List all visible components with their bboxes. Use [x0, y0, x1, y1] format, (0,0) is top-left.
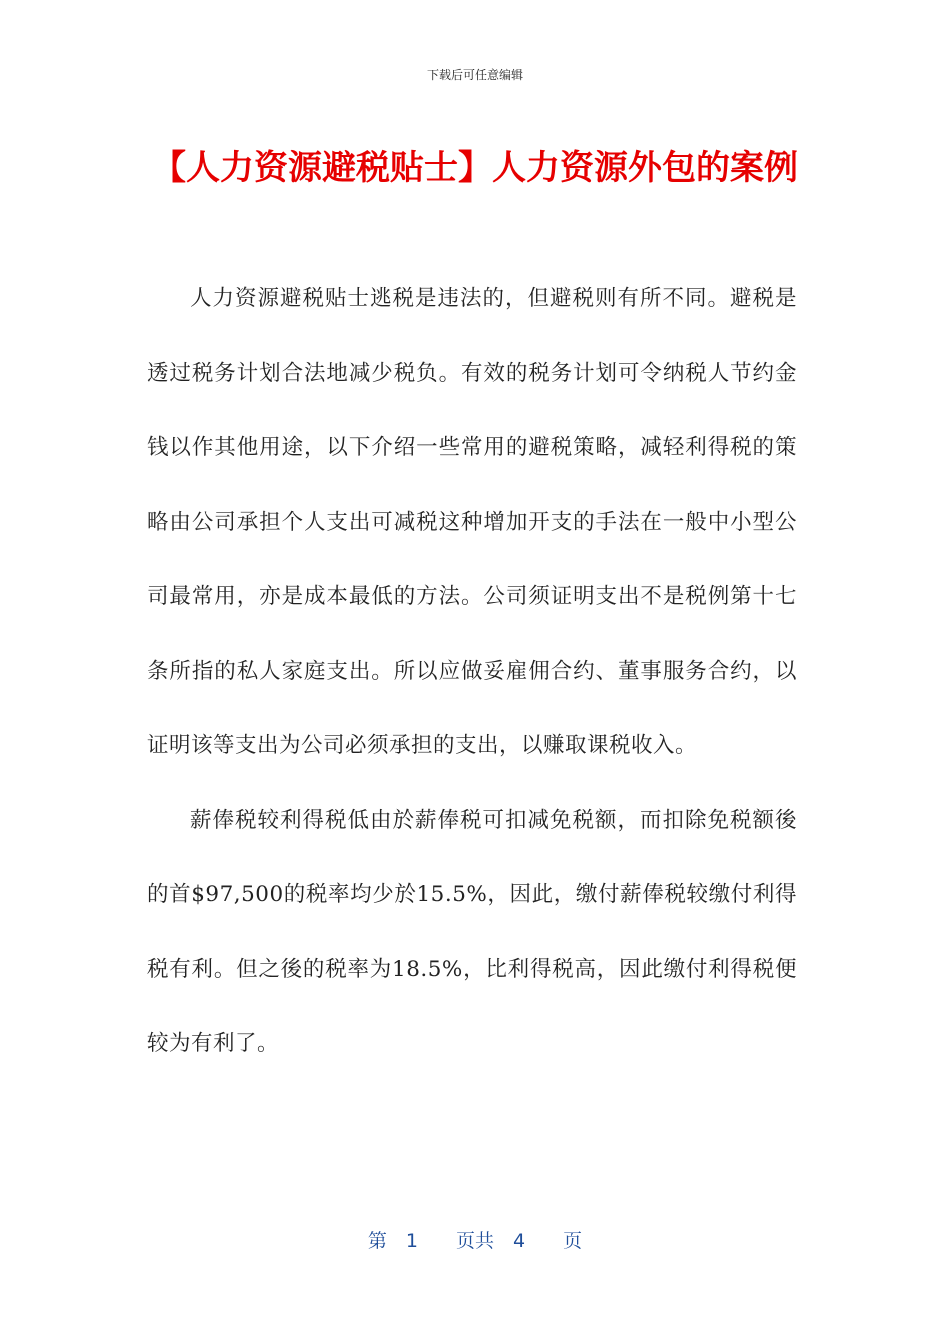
document-body [147, 262, 797, 1082]
paragraph-2: 薪俸税较利得税低由於薪俸税可扣减免税额，而扣除免税额後的首$97,500的税率均少於15.5%，因此，缴付薪俸税较缴付利得税有利。但之後的税率为18.5%，比利得税高，因此缴付利得税便较为有利了。 [147, 807, 797, 1056]
paragraph-1: 人力资源避税贴士逃税是违法的，但避税则有所不同。避税是透过税务计划合法地减少税负。有效的税务计划可令纳税人节约金钱以作其他用途，以下介绍一些常用的避税策略，减轻利得税的策略由公司承担个人支出可减税这种增加开支的手法在一般中小型公司最常用，亦是成本最低的方法。公司须证明支出不是税例第十七条所指的私人家庭支出。所以应做妥雇佣合约、董事服务合约，以证明该等支出为公司必须承担的支出，以赚取课税收入。 [147, 286, 797, 758]
page-number-footer: 第 1 页共 4 页 [367, 1230, 583, 1252]
document-title: 【人力资源避税贴士】人力资源外包的案例 [152, 148, 798, 188]
page-header-note: 下载后可任意编辑 [426, 68, 523, 82]
